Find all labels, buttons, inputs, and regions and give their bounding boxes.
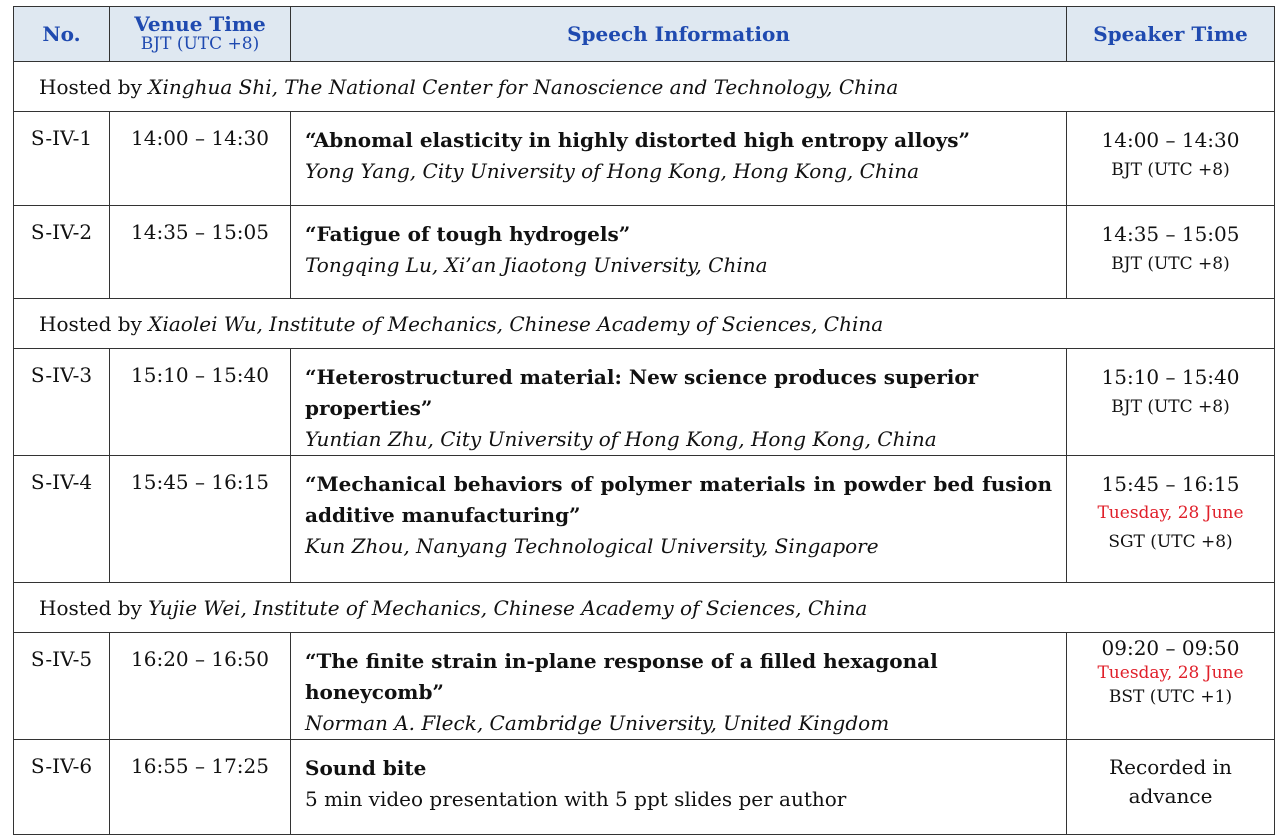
venue-time: 16:20 – 16:50 [110, 633, 291, 740]
speaker-name: Kun Zhou, Nanyang Technological University, Singapore [305, 534, 879, 558]
schedule-table [13, 6, 1275, 835]
table-row [14, 456, 1275, 583]
speaker-name: Yuntian Zhu, City University of Hong Kong, Hong Kong, China [305, 427, 937, 451]
speech-title: “Fatigue of tough hydrogels” [305, 222, 631, 246]
host-row [14, 583, 1275, 633]
speaker-time [1067, 740, 1275, 835]
speaker-time-zone: BJT (UTC +8) [1111, 397, 1230, 417]
speaker-time-zone: SGT (UTC +8) [1108, 532, 1233, 552]
speaker-time [1067, 112, 1275, 206]
speech-info [291, 456, 1067, 583]
speech-info [291, 112, 1067, 206]
host-name: Xiaolei Wu, Institute of Mechanics, Chinese Academy of Sciences, China [148, 311, 884, 336]
speech-title: “The finite strain in-plane response of a filled hexagonal honeycomb” [305, 649, 938, 704]
venue-time: 14:00 – 14:30 [110, 112, 291, 206]
session-number: S-IV-1 [14, 112, 110, 206]
speaker-date: Tuesday, 28 June [1097, 503, 1244, 523]
speaker-time-zone: BST (UTC +1) [1108, 687, 1233, 707]
speech-info [291, 206, 1067, 299]
speaker-time-range: 15:45 – 16:15 [1101, 472, 1240, 496]
host-name: Yujie Wei, Institute of Mechanics, Chinese Academy of Sciences, China [148, 595, 868, 620]
venue-time: 16:55 – 17:25 [110, 740, 291, 835]
header-venue-time-label: Venue Time [134, 12, 266, 36]
speaker-date: Tuesday, 28 June [1097, 663, 1244, 683]
speaker-name: Tongqing Lu, Xi’an Jiaotong University, China [305, 253, 768, 277]
session-number: S-IV-5 [14, 633, 110, 740]
speaker-time-range: 14:35 – 15:05 [1101, 222, 1240, 246]
venue-time: 15:10 – 15:40 [110, 349, 291, 456]
speech-title: “Abnomal elasticity in highly distorted high entropy alloys” [305, 128, 971, 152]
header-speaker-time: Speaker Time [1067, 7, 1275, 62]
speaker-time [1067, 633, 1275, 740]
host-row [14, 62, 1275, 112]
speech-description: 5 min video presentation with 5 ppt slides per author [305, 787, 847, 811]
header-row [14, 7, 1275, 62]
header-speech-info: Speech Information [291, 7, 1067, 62]
speech-title: “Heterostructured material: New science produces superior properties” [305, 365, 979, 420]
table-row [14, 112, 1275, 206]
speaker-name: Yong Yang, City University of Hong Kong, Hong Kong, China [305, 159, 920, 183]
speaker-time [1067, 456, 1275, 583]
venue-time: 14:35 – 15:05 [110, 206, 291, 299]
host-prefix: Hosted by [39, 74, 149, 99]
header-venue-time [110, 7, 291, 62]
session-number: S-IV-6 [14, 740, 110, 835]
session-number: S-IV-4 [14, 456, 110, 583]
speaker-time-zone: BJT (UTC +8) [1111, 254, 1230, 274]
table-row [14, 206, 1275, 299]
header-no: No. [14, 7, 110, 62]
speech-title: “Mechanical behaviors of polymer materials in powder bed fusion additive manufacturing” [305, 472, 1052, 527]
speaker-time [1067, 206, 1275, 299]
speaker-time-range: 09:20 – 09:50 [1101, 636, 1240, 660]
session-number: S-IV-3 [14, 349, 110, 456]
speaker-time [1067, 349, 1275, 456]
header-venue-time-zone: BJT (UTC +8) [140, 34, 260, 54]
host-prefix: Hosted by [39, 311, 149, 336]
recorded-line-1: Recorded in [1109, 755, 1232, 779]
table-row [14, 633, 1275, 740]
speaker-time-range: 15:10 – 15:40 [1101, 365, 1240, 389]
recorded-line-2: advance [1128, 784, 1213, 808]
session-number: S-IV-2 [14, 206, 110, 299]
speaker-time-range: 14:00 – 14:30 [1101, 128, 1240, 152]
host-row [14, 299, 1275, 349]
venue-time: 15:45 – 16:15 [110, 456, 291, 583]
speaker-name: Norman A. Fleck, Cambridge University, United Kingdom [305, 711, 890, 735]
host-prefix: Hosted by [39, 595, 149, 620]
speech-title: Sound bite [305, 756, 427, 780]
speech-info [291, 740, 1067, 835]
host-name: Xinghua Shi, The National Center for Nanoscience and Technology, China [148, 74, 899, 99]
speaker-time-zone: BJT (UTC +8) [1111, 160, 1230, 180]
speech-info [291, 349, 1067, 456]
table-row [14, 740, 1275, 835]
table-row [14, 349, 1275, 456]
speech-info [291, 633, 1067, 740]
